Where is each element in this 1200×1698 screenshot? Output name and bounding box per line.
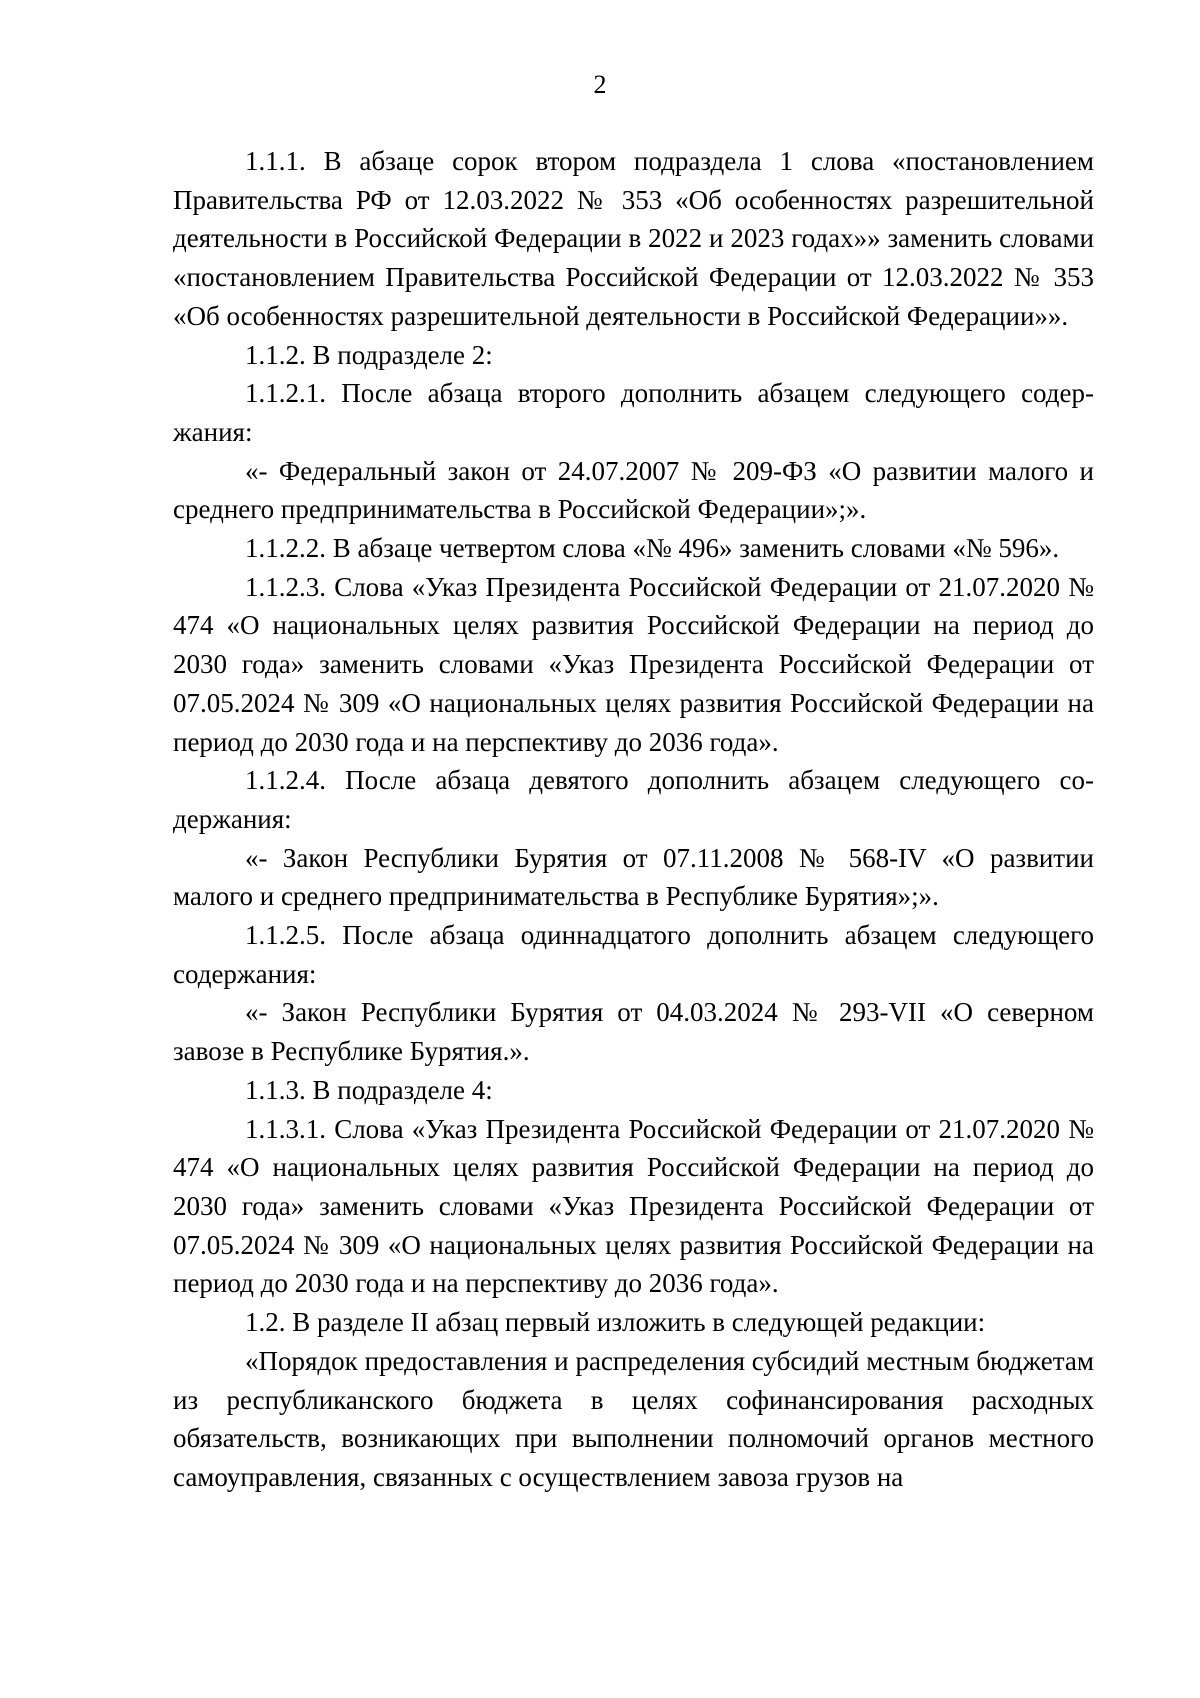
paragraph-1-2: 1.2. В разделе II абзац первый изложить в следующей редакции: <box>245 1307 986 1338</box>
paragraph-1-1-1: 1.1.1. В абзаце сорок втором подраздела 1 слова «постановлением Правительства РФ от 12.03.2022 № 353 «Об особенностях разрешительной деятельности в Российской Федерации в 2022 и 2023 годах»» заменить словами «постановлением Правительства Российской Федерации от 12.03.2022 № 353 «Об особенностях разрешительной деятельности в Российской Федерации»». <box>173 146 1094 331</box>
paragraph-1-1-2-1: 1.1.2.1. После абзаца второго дополнить абзацем следующего содержания: <box>173 378 1094 447</box>
paragraph-1-1-2-4: 1.1.2.4. После абзаца девятого дополнить абзацем следующего содержания: <box>173 765 1094 834</box>
paragraph-1-1-2: 1.1.2. В подразделе 2: <box>245 339 493 370</box>
paragraph-1-1-3-1: 1.1.3.1. Слова «Указ Президента Российской Федерации от 21.07.2020 № 474 «О национальных целях развития Российской Федерации на период до 2030 года» заменить словами «Указ Президента Российской Федерации от 07.05.2024 № 309 «О национальных целях развития Российской Федерации на период до 2030 года и на перспективу до 2036 года». <box>173 1113 1094 1299</box>
paragraph-1-1-3: 1.1.3. В подразделе 4: <box>245 1074 493 1105</box>
quoted-paragraph-buryatia-law-568: «- Закон Республики Бурятия от 07.11.2008 № 568-IV «О развитии малого и среднего предпринимательства в Республике Бурятия»;». <box>173 842 1094 912</box>
paragraph-1-1-2-2: 1.1.2.2. В абзаце четвертом слова «№ 496» заменить словами «№ 596». <box>245 533 1060 564</box>
paragraph-1-1-2-3: 1.1.2.3. Слова «Указ Президента Российской Федерации от 21.07.2020 № 474 «О национальных целях развития Российской Федерации на период до 2030 года» заменить словами «Указ Президента Российской Федерации от 07.05.2024 № 309 «О национальных целях развития Российской Федерации на период до 2030 года и на перспективу до 2036 года». <box>173 571 1094 757</box>
quoted-paragraph-subsidy-procedure: «Порядок предоставления и распределения субсидий местным бюджетам из республиканского бюджета в целях софинансирования расходных обязательств, возникающих при выполнении полномочий органов местного самоуправления, связанных с осуществлением завоза грузов на <box>173 1345 1094 1492</box>
quoted-paragraph-buryatia-law-293: «- Закон Республики Бурятия от 04.03.2024 № 293-VII «О северном завозе в Республике Бурятия.». <box>173 997 1094 1067</box>
quoted-paragraph-federal-law: «- Федеральный закон от 24.07.2007 № 209-ФЗ «О развитии малого и среднего предпринимательства в Российской Федерации»;». <box>173 455 1094 525</box>
paragraph-1-1-2-5: 1.1.2.5. После абзаца одиннадцатого дополнить абзацем следующего содержания: <box>173 920 1094 989</box>
page-number: 2 <box>593 70 607 99</box>
document-body <box>173 142 1094 1497</box>
